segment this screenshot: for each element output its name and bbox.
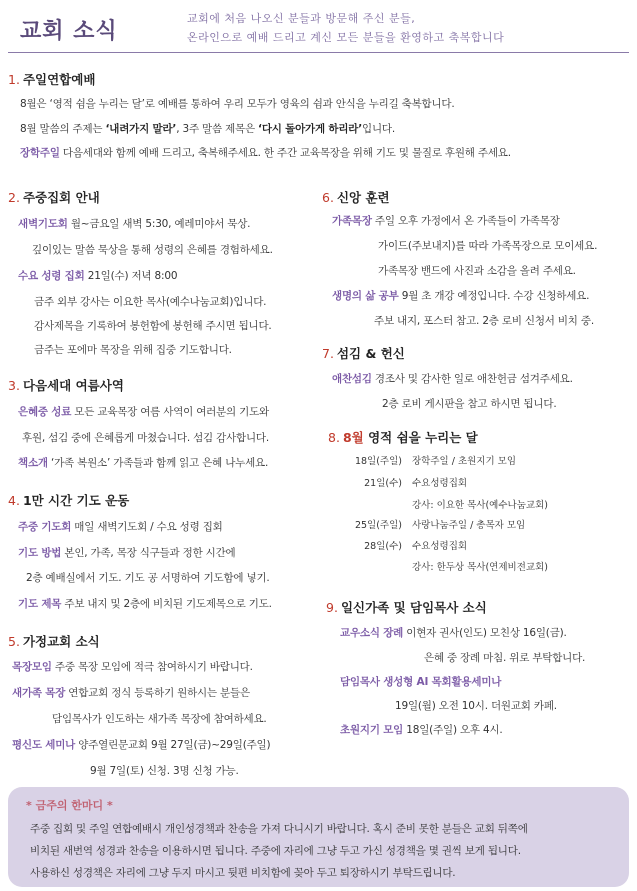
section-line: [332, 213, 560, 228]
section-line: [20, 145, 511, 160]
highlight-label: 주중 기도회: [18, 521, 72, 533]
section-line: [12, 685, 250, 700]
schedule-text: 수요성령집회: [412, 478, 468, 489]
section-number: 3.: [8, 378, 20, 393]
section-line: [18, 519, 223, 534]
section-title-9: [326, 598, 487, 616]
section-title-2: [8, 188, 100, 206]
section-line: 담임목사가 인도하는 새가족 목장에 참여하세요.: [52, 713, 267, 725]
highlight-label: 교우소식 장례: [340, 627, 404, 639]
section-line: [20, 121, 395, 136]
highlight-label: 목장모임: [12, 661, 52, 673]
text-span: 주보 내지 및 2층에 비치된 기도제목으로 기도.: [61, 598, 272, 610]
section-title-text: 영적 쉼을 누리는 달: [363, 430, 478, 445]
text-span: 18일(주일) 오후 4시.: [403, 724, 503, 736]
text-span: 9월 초 개강 예정입니다. 수강 신청하세요.: [398, 290, 590, 302]
section-number: 9.: [326, 600, 338, 615]
text-span: 본인, 가족, 목장 식구들과 정한 시간에: [61, 547, 236, 559]
schedule-date: 21일(수): [364, 478, 402, 489]
header-subtitle: [187, 9, 504, 47]
section-line: [18, 455, 268, 470]
notice-title: * 금주의 한마디 *: [26, 799, 113, 812]
text-span: 경조사 및 감사한 일로 애찬헌금 섬겨주세요.: [371, 373, 573, 385]
highlight-label: 새가족 목장: [12, 687, 66, 699]
section-title-1: [8, 70, 95, 88]
header-subtitle-line: 온라인으로 예배 드리고 계신 모든 분들을 환영하고 축복합니다: [187, 31, 505, 44]
section-title-text: 섬김 & 헌신: [336, 346, 405, 361]
section-line: [12, 737, 270, 752]
text-span: 주중 목장 모임에 적극 참여하시기 바랍니다.: [51, 661, 253, 673]
highlight-label: 애찬섬김: [332, 373, 372, 385]
text-span: ‘가족 복원소’ 가족들과 함께 읽고 은혜 나누세요.: [47, 457, 269, 469]
section-line: [12, 659, 253, 674]
section-title-text: 1만 시간 기도 운동: [22, 493, 130, 508]
schedule-text: 장학주일 / 초원지기 모임: [412, 456, 517, 467]
section-title-text: 일신가족 및 담임목사 소식: [340, 600, 487, 615]
header: [0, 0, 637, 58]
notice-line: 비치된 새번역 성경과 찬송을 이용하시면 됩니다. 주중에 자리에 그냥 두고 가신 성경책을 몇 권씩 보게 됩니다.: [30, 845, 521, 857]
section-title-text: 신앙 훈련: [336, 190, 390, 205]
section-title-highlight: 8월: [342, 430, 364, 445]
section-number: 8.: [328, 430, 340, 445]
notice-line: 주중 집회 및 주일 연합예배시 개인성경책과 찬송을 가져 다니시기 바랍니다. 혹시 준비 못한 분들은 교회 뒤쪽에: [30, 823, 528, 835]
text-span: 양주열린문교회 9월 27일(금)~29일(주일): [75, 739, 271, 751]
section-number: 2.: [8, 190, 20, 205]
highlight-label: 가족목장: [332, 215, 372, 227]
section-line: [18, 545, 235, 560]
section-line: 주보 내지, 포스터 참고. 2층 로비 신청서 비치 중.: [374, 315, 594, 327]
schedule-text: 수요성령집회: [412, 541, 468, 552]
header-subtitle-line: 교회에 처음 나오신 분들과 방문해 주신 분들,: [187, 12, 416, 25]
section-number: 1.: [8, 72, 20, 87]
section-line: 금주 외부 강사는 이요한 목사(예수나눔교회)입니다.: [34, 296, 267, 308]
notice-line: 사용하신 성경책은 자리에 그냥 두지 마시고 뒷편 비치함에 꽂아 두고 퇴장하시기 부탁드립니다.: [30, 867, 456, 879]
highlight-label: 기도 제목: [18, 598, 62, 610]
highlight-label: 새벽기도회: [18, 218, 68, 230]
section-number: 7.: [322, 346, 334, 361]
section-line: 은혜 중 장례 마침. 위로 부탁합니다.: [424, 652, 586, 664]
section-line: [340, 625, 567, 640]
text-span: 월~금요일 새벽 5:30, 예레미야서 묵상.: [67, 218, 251, 230]
section-line: [340, 674, 501, 689]
section-line: 가이드(주보내지)를 따라 가족목장으로 모이세요.: [378, 240, 598, 252]
section-line: 감사제목을 기록하여 봉헌함에 봉헌해 주시면 됩니다.: [34, 320, 272, 332]
section-line: 깊이있는 말씀 묵상을 통해 성령의 은혜를 경험하세요.: [32, 244, 273, 256]
section-title-7: [322, 344, 405, 362]
section-line: 금주는 포에마 목장을 위해 집중 기도합니다.: [34, 344, 232, 356]
page-title: 교회 소식: [20, 19, 118, 44]
schedule-date: 28일(수): [364, 541, 402, 552]
section-title-3: [8, 376, 124, 394]
text-span: 입니다.: [362, 123, 395, 135]
text-span-bold: ‘내려가지 말라’: [105, 123, 177, 135]
section-line: [332, 288, 589, 303]
section-line: [340, 722, 503, 737]
notice-box: [8, 787, 629, 887]
section-line: [18, 404, 269, 419]
section-title-6: [322, 188, 390, 206]
section-number: 5.: [8, 634, 20, 649]
highlight-label: 수요 성령 집회: [18, 270, 85, 282]
section-number: 6.: [322, 190, 334, 205]
schedule-date: 25일(주일): [354, 520, 402, 531]
text-span: 이현자 권사(인도) 모친상 16일(금).: [403, 627, 567, 639]
text-span: 주일 오후 가정에서 온 가족들이 가족목장: [371, 215, 560, 227]
section-line: 8월은 ‘영적 쉼을 누리는 달’로 예배를 통하여 우리 모두가 영육의 쉼과 안식을 누리길 축복합니다.: [20, 98, 455, 110]
highlight-label: 책소개: [18, 457, 48, 469]
text-span: 모든 교육목장 여름 사역이 여러분의 기도와: [71, 406, 269, 418]
section-title-8: [328, 428, 478, 446]
section-title-text: 다음세대 여름사역: [22, 378, 124, 393]
highlight-label: 은혜중 성료: [18, 406, 72, 418]
schedule-text: 강사: 이요한 목사(예수나눔교회): [412, 500, 548, 511]
section-number: 4.: [8, 493, 20, 508]
section-line: 2층 예배실에서 기도. 기도 공 서명하여 기도함에 넣기.: [26, 572, 270, 584]
text-span: 다음세대와 함께 예배 드리고, 축복해주세요. 한 주간 교육목장을 위해 기도 및 물질로 후원해 주세요.: [59, 147, 511, 159]
section-title-4: [8, 491, 129, 509]
section-line: 2층 로비 게시판을 참고 하시면 됩니다.: [382, 398, 557, 410]
section-line: 가족목장 밴드에 사진과 소감을 올려 주세요.: [378, 265, 576, 277]
section-title-text: 주중집회 안내: [22, 190, 100, 205]
highlight-label: 평신도 세미나: [12, 739, 76, 751]
highlight-label: 기도 방법: [18, 547, 62, 559]
section-title-text: 주일연합예배: [22, 72, 96, 87]
text-span: 연합교회 정식 등록하기 원하시는 분들은: [65, 687, 250, 699]
highlight-label: 장학주일: [20, 147, 60, 159]
section-line: 9월 7일(토) 신청. 3명 신청 가능.: [90, 765, 239, 777]
section-line: [18, 216, 250, 231]
schedule-text: 강사: 한두상 목사(연제비전교회): [412, 562, 548, 573]
text-span: 8월 말씀의 주제는: [20, 123, 106, 135]
section-line: 후원, 섬김 중에 은혜롭게 마쳤습니다. 섬김 감사합니다.: [22, 432, 269, 444]
text-span: 21일(수) 저녁 8:00: [84, 270, 178, 282]
text-span-bold: ‘다시 돌아가게 하리라’: [258, 123, 363, 135]
section-title-5: [8, 632, 100, 650]
section-line: [18, 596, 272, 611]
header-divider: [8, 52, 629, 53]
text-span: 매일 새벽기도회 / 수요 성령 집회: [71, 521, 223, 533]
section-line: [18, 268, 177, 283]
schedule-date: 18일(주일): [354, 456, 402, 467]
highlight-label: 초원지기 모임: [340, 724, 404, 736]
section-line: [332, 371, 573, 386]
section-title-text: 가정교회 소식: [22, 634, 100, 649]
highlight-label: 담임목사 생성형 AI 목회활용세미나: [340, 676, 502, 688]
schedule-text: 사랑나눔주일 / 총목자 모임: [412, 520, 526, 531]
text-span: , 3주 말씀 제목은: [176, 123, 259, 135]
section-line: 19일(월) 오전 10시. 더원교회 카페.: [395, 700, 557, 712]
highlight-label: 생명의 삶 공부: [332, 290, 399, 302]
